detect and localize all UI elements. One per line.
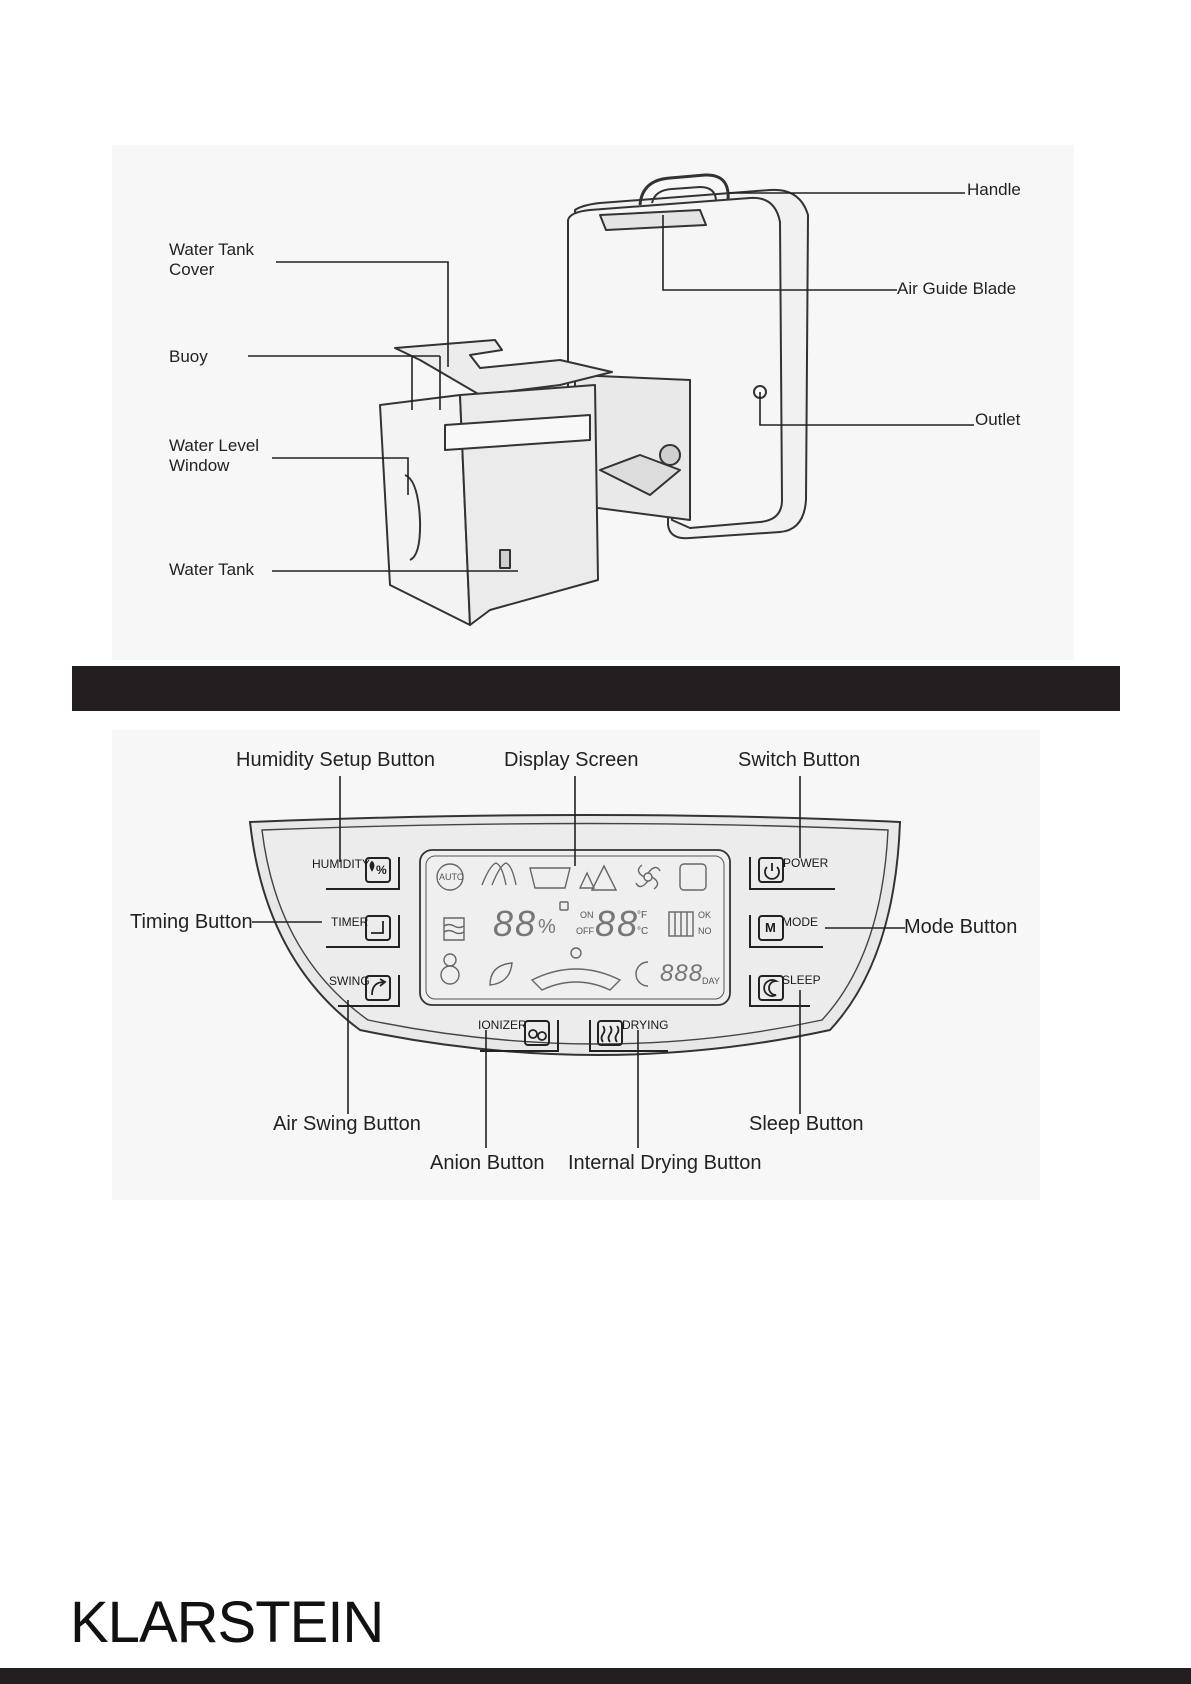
label-water-level-window-line1: Water Level: [169, 436, 260, 455]
swing-button-text: SWING: [329, 974, 370, 988]
ionizer-button-text: IONIZER: [478, 1018, 527, 1032]
label-buoy: Buoy: [169, 347, 208, 366]
control-panel-illustration: [0, 700, 1191, 1200]
mode-m-icon: M: [765, 920, 776, 935]
display-on-text: ON: [580, 910, 594, 920]
humidity-button-text: HUMIDITY: [312, 857, 370, 871]
label-anion-button: Anion Button: [430, 1152, 545, 1174]
display-day-text: DAY: [702, 976, 720, 986]
label-switch-button: Switch Button: [738, 749, 861, 771]
display-off-text: OFF: [576, 926, 594, 936]
label-internal-drying-button: Internal Drying Button: [568, 1152, 762, 1174]
sleep-button-text: SLEEP: [782, 973, 821, 987]
mode-button-text: MODE: [782, 915, 818, 929]
footer-bar: [0, 1668, 1191, 1684]
drop-icon: [371, 862, 374, 870]
display-ok-text: OK: [698, 910, 712, 920]
display-celsius: °C: [637, 926, 649, 937]
label-water-level-window-line2: Window: [169, 456, 230, 475]
display-humidity-digits: 88: [493, 903, 538, 944]
display-percent: %: [538, 916, 556, 938]
label-humidity-setup-button: Humidity Setup Button: [236, 749, 435, 771]
label-air-swing-button: Air Swing Button: [273, 1113, 421, 1135]
klarstein-logo: KLARSTEIN: [70, 1590, 384, 1655]
label-water-tank: Water Tank: [169, 560, 255, 579]
label-water-tank-cover-line2: Cover: [169, 260, 215, 279]
display-auto-text: AUTO: [439, 872, 464, 882]
label-display-screen: Display Screen: [504, 749, 639, 771]
display-fahrenheit: °F: [637, 910, 648, 921]
drying-button-text: DRYING: [622, 1018, 669, 1032]
display-no-text: NO: [698, 926, 712, 936]
display-day-digits: 888: [660, 960, 704, 987]
label-handle: Handle: [967, 180, 1021, 199]
timer-button-text: TIMER: [331, 915, 369, 929]
label-sleep-button: Sleep Button: [749, 1113, 864, 1135]
humidity-percent-icon: %: [376, 863, 387, 877]
label-outlet: Outlet: [975, 410, 1021, 429]
label-water-tank-cover-line1: Water Tank: [169, 240, 255, 259]
display-temp-digits: 88: [595, 903, 640, 944]
label-mode-button: Mode Button: [904, 916, 1018, 938]
label-air-guide-blade: Air Guide Blade: [897, 279, 1017, 298]
label-timing-button: Timing Button: [130, 911, 253, 933]
power-button-text: POWER: [783, 856, 829, 870]
